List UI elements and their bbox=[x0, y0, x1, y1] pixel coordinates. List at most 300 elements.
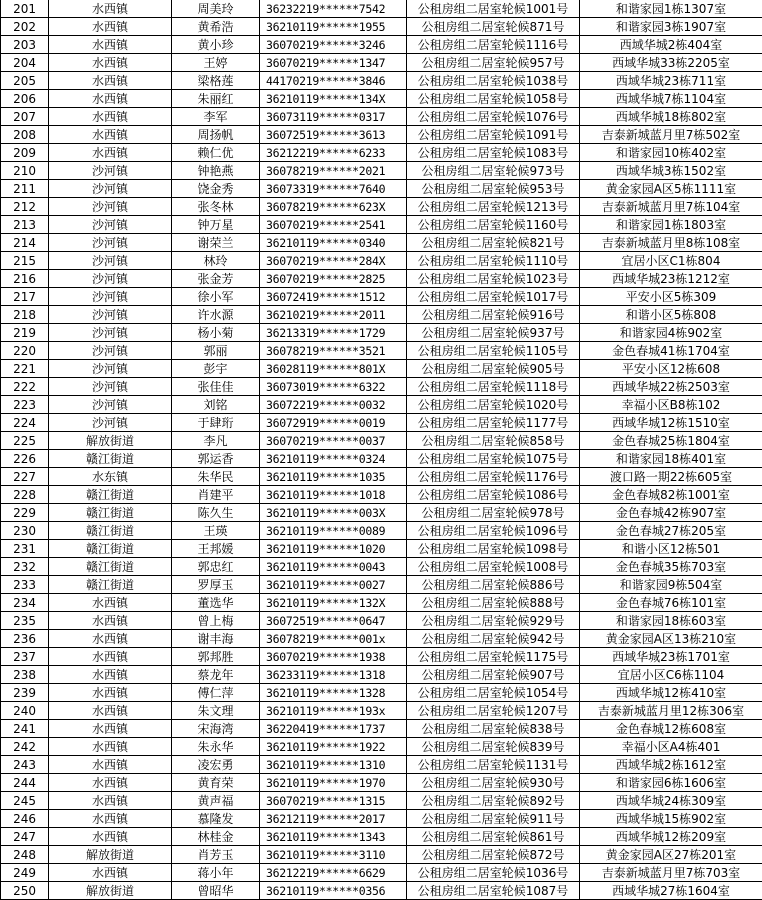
address-cell: 和谐家园1栋1307室 bbox=[580, 0, 762, 18]
town-cell: 水西镇 bbox=[49, 666, 172, 684]
table-row bbox=[1, 666, 762, 684]
housing-type-cell: 公租房组二居室轮候1118号 bbox=[407, 378, 580, 396]
table-row bbox=[1, 396, 762, 414]
row-number-cell: 201 bbox=[1, 0, 49, 18]
id-number-cell: 36210219******2011 bbox=[260, 306, 407, 324]
table-row bbox=[1, 414, 762, 432]
town-cell: 水西镇 bbox=[49, 36, 172, 54]
table-row bbox=[1, 270, 762, 288]
address-cell: 金色春城82栋1001室 bbox=[580, 486, 762, 504]
id-number-cell: 36210119******1310 bbox=[260, 756, 407, 774]
housing-type-cell: 公租房组二居室轮候1008号 bbox=[407, 558, 580, 576]
row-number-cell: 202 bbox=[1, 18, 49, 36]
id-number-cell: 36210119******1035 bbox=[260, 468, 407, 486]
housing-type-cell: 公租房组二居室轮候1096号 bbox=[407, 522, 580, 540]
id-number-cell: 36072519******3613 bbox=[260, 126, 407, 144]
row-number-cell: 230 bbox=[1, 522, 49, 540]
row-number-cell: 217 bbox=[1, 288, 49, 306]
address-cell: 吉泰新城蓝月里7栋703室 bbox=[580, 864, 762, 882]
name-cell: 王瑛 bbox=[172, 522, 260, 540]
town-cell: 沙河镇 bbox=[49, 414, 172, 432]
housing-type-cell: 公租房组二居室轮候916号 bbox=[407, 306, 580, 324]
address-cell: 西域华城12栋1510室 bbox=[580, 414, 762, 432]
address-cell: 金色春城12栋608室 bbox=[580, 720, 762, 738]
address-cell: 西域华城2栋404室 bbox=[580, 36, 762, 54]
table-row bbox=[1, 522, 762, 540]
table-row bbox=[1, 324, 762, 342]
id-number-cell: 36210119******0324 bbox=[260, 450, 407, 468]
housing-type-cell: 公租房组二居室轮候1086号 bbox=[407, 486, 580, 504]
address-cell: 和谐家园18栋603室 bbox=[580, 612, 762, 630]
row-number-cell: 224 bbox=[1, 414, 49, 432]
id-number-cell: 36210119******0089 bbox=[260, 522, 407, 540]
name-cell: 钟艳燕 bbox=[172, 162, 260, 180]
row-number-cell: 209 bbox=[1, 144, 49, 162]
name-cell: 郭邦胜 bbox=[172, 648, 260, 666]
table-row bbox=[1, 288, 762, 306]
town-cell: 水西镇 bbox=[49, 18, 172, 36]
housing-type-cell: 公租房组二居室轮候1175号 bbox=[407, 648, 580, 666]
id-number-cell: 36212119******2017 bbox=[260, 810, 407, 828]
row-number-cell: 206 bbox=[1, 90, 49, 108]
address-cell: 西域华城27栋1604室 bbox=[580, 882, 762, 900]
town-cell: 水西镇 bbox=[49, 144, 172, 162]
address-cell: 吉泰新城蓝月里8栋108室 bbox=[580, 234, 762, 252]
housing-type-cell: 公租房组二居室轮候1076号 bbox=[407, 108, 580, 126]
town-cell: 赣江街道 bbox=[49, 504, 172, 522]
id-number-cell: 36210119******1970 bbox=[260, 774, 407, 792]
town-cell: 沙河镇 bbox=[49, 324, 172, 342]
table-row bbox=[1, 540, 762, 558]
table-row bbox=[1, 594, 762, 612]
name-cell: 李军 bbox=[172, 108, 260, 126]
id-number-cell: 36210119******1328 bbox=[260, 684, 407, 702]
name-cell: 宋海湾 bbox=[172, 720, 260, 738]
town-cell: 水西镇 bbox=[49, 612, 172, 630]
name-cell: 罗厚玉 bbox=[172, 576, 260, 594]
town-cell: 水西镇 bbox=[49, 90, 172, 108]
name-cell: 许水源 bbox=[172, 306, 260, 324]
id-number-cell: 36210119******003X bbox=[260, 504, 407, 522]
table-row bbox=[1, 810, 762, 828]
housing-type-cell: 公租房组二居室轮候942号 bbox=[407, 630, 580, 648]
id-number-cell: 36078219******3521 bbox=[260, 342, 407, 360]
town-cell: 解放街道 bbox=[49, 882, 172, 900]
name-cell: 赖仁优 bbox=[172, 144, 260, 162]
address-cell: 和谐家园10栋402室 bbox=[580, 144, 762, 162]
housing-type-cell: 公租房组二居室轮候1058号 bbox=[407, 90, 580, 108]
name-cell: 曾昭华 bbox=[172, 882, 260, 900]
row-number-cell: 250 bbox=[1, 882, 49, 900]
row-number-cell: 231 bbox=[1, 540, 49, 558]
table-row bbox=[1, 0, 762, 18]
table-row bbox=[1, 126, 762, 144]
housing-type-cell: 公租房组二居室轮候886号 bbox=[407, 576, 580, 594]
id-number-cell: 36070219******2541 bbox=[260, 216, 407, 234]
housing-type-cell: 公租房组二居室轮候1177号 bbox=[407, 414, 580, 432]
town-cell: 水西镇 bbox=[49, 72, 172, 90]
row-number-cell: 221 bbox=[1, 360, 49, 378]
town-cell: 水西镇 bbox=[49, 864, 172, 882]
housing-type-cell: 公租房组二居室轮候937号 bbox=[407, 324, 580, 342]
id-number-cell: 36070219******1315 bbox=[260, 792, 407, 810]
housing-type-cell: 公租房组二居室轮候892号 bbox=[407, 792, 580, 810]
housing-type-cell: 公租房组二居室轮候1176号 bbox=[407, 468, 580, 486]
id-number-cell: 36078219******2021 bbox=[260, 162, 407, 180]
name-cell: 黄育荣 bbox=[172, 774, 260, 792]
town-cell: 沙河镇 bbox=[49, 306, 172, 324]
id-number-cell: 36210119******0043 bbox=[260, 558, 407, 576]
table-row bbox=[1, 342, 762, 360]
town-cell: 赣江街道 bbox=[49, 558, 172, 576]
table-row bbox=[1, 612, 762, 630]
housing-type-cell: 公租房组二居室轮候978号 bbox=[407, 504, 580, 522]
housing-type-cell: 公租房组二居室轮候973号 bbox=[407, 162, 580, 180]
name-cell: 林桂金 bbox=[172, 828, 260, 846]
housing-type-cell: 公租房组二居室轮候838号 bbox=[407, 720, 580, 738]
table-row bbox=[1, 828, 762, 846]
table-row bbox=[1, 252, 762, 270]
housing-type-cell: 公租房组二居室轮候872号 bbox=[407, 846, 580, 864]
id-number-cell: 36210119******1922 bbox=[260, 738, 407, 756]
town-cell: 沙河镇 bbox=[49, 198, 172, 216]
id-number-cell: 36078219******001x bbox=[260, 630, 407, 648]
address-cell: 黄金家园A区27栋201室 bbox=[580, 846, 762, 864]
housing-type-cell: 公租房组二居室轮候930号 bbox=[407, 774, 580, 792]
name-cell: 朱永华 bbox=[172, 738, 260, 756]
town-cell: 水西镇 bbox=[49, 630, 172, 648]
name-cell: 肖芳玉 bbox=[172, 846, 260, 864]
name-cell: 杨小菊 bbox=[172, 324, 260, 342]
row-number-cell: 238 bbox=[1, 666, 49, 684]
town-cell: 赣江街道 bbox=[49, 576, 172, 594]
name-cell: 黄小珍 bbox=[172, 36, 260, 54]
town-cell: 水西镇 bbox=[49, 594, 172, 612]
name-cell: 谢荣兰 bbox=[172, 234, 260, 252]
row-number-cell: 222 bbox=[1, 378, 49, 396]
row-number-cell: 228 bbox=[1, 486, 49, 504]
id-number-cell: 36210119******132X bbox=[260, 594, 407, 612]
table-row bbox=[1, 558, 762, 576]
id-number-cell: 36072419******1512 bbox=[260, 288, 407, 306]
name-cell: 傅仁萍 bbox=[172, 684, 260, 702]
table-row bbox=[1, 576, 762, 594]
id-number-cell: 36210119******1955 bbox=[260, 18, 407, 36]
table-row bbox=[1, 36, 762, 54]
housing-type-cell: 公租房组二居室轮候1116号 bbox=[407, 36, 580, 54]
table-row bbox=[1, 720, 762, 738]
housing-type-cell: 公租房组二居室轮候1001号 bbox=[407, 0, 580, 18]
town-cell: 沙河镇 bbox=[49, 396, 172, 414]
town-cell: 沙河镇 bbox=[49, 288, 172, 306]
table-row bbox=[1, 108, 762, 126]
housing-type-cell: 公租房组二居室轮候1038号 bbox=[407, 72, 580, 90]
housing-type-cell: 公租房组二居室轮候888号 bbox=[407, 594, 580, 612]
housing-type-cell: 公租房组二居室轮候1036号 bbox=[407, 864, 580, 882]
housing-type-cell: 公租房组二居室轮候907号 bbox=[407, 666, 580, 684]
row-number-cell: 235 bbox=[1, 612, 49, 630]
table-row bbox=[1, 234, 762, 252]
housing-type-cell: 公租房组二居室轮候1091号 bbox=[407, 126, 580, 144]
address-cell: 西域华城23栋1701室 bbox=[580, 648, 762, 666]
housing-type-cell: 公租房组二居室轮候905号 bbox=[407, 360, 580, 378]
housing-type-cell: 公租房组二居室轮候1131号 bbox=[407, 756, 580, 774]
id-number-cell: 36070219******2825 bbox=[260, 270, 407, 288]
row-number-cell: 239 bbox=[1, 684, 49, 702]
address-cell: 金色春城25栋1804室 bbox=[580, 432, 762, 450]
town-cell: 水西镇 bbox=[49, 828, 172, 846]
town-cell: 赣江街道 bbox=[49, 522, 172, 540]
id-number-cell: 36070219******284X bbox=[260, 252, 407, 270]
housing-type-cell: 公租房组二居室轮候953号 bbox=[407, 180, 580, 198]
id-number-cell: 36070219******0037 bbox=[260, 432, 407, 450]
id-number-cell: 36210119******193x bbox=[260, 702, 407, 720]
town-cell: 沙河镇 bbox=[49, 162, 172, 180]
name-cell: 郭忠红 bbox=[172, 558, 260, 576]
row-number-cell: 241 bbox=[1, 720, 49, 738]
housing-type-cell: 公租房组二居室轮候1023号 bbox=[407, 270, 580, 288]
address-cell: 平安小区5栋309 bbox=[580, 288, 762, 306]
id-number-cell: 36212219******6629 bbox=[260, 864, 407, 882]
row-number-cell: 216 bbox=[1, 270, 49, 288]
housing-type-cell: 公租房组二居室轮候1098号 bbox=[407, 540, 580, 558]
housing-type-cell: 公租房组二居室轮候1110号 bbox=[407, 252, 580, 270]
id-number-cell: 36233119******1318 bbox=[260, 666, 407, 684]
town-cell: 沙河镇 bbox=[49, 252, 172, 270]
name-cell: 徐小军 bbox=[172, 288, 260, 306]
town-cell: 水西镇 bbox=[49, 126, 172, 144]
id-number-cell: 36213319******1729 bbox=[260, 324, 407, 342]
town-cell: 水西镇 bbox=[49, 684, 172, 702]
town-cell: 水西镇 bbox=[49, 0, 172, 18]
town-cell: 水西镇 bbox=[49, 792, 172, 810]
id-number-cell: 36210119******3110 bbox=[260, 846, 407, 864]
row-number-cell: 232 bbox=[1, 558, 49, 576]
name-cell: 谢丰海 bbox=[172, 630, 260, 648]
row-number-cell: 219 bbox=[1, 324, 49, 342]
housing-type-cell: 公租房组二居室轮候861号 bbox=[407, 828, 580, 846]
row-number-cell: 245 bbox=[1, 792, 49, 810]
table-row bbox=[1, 306, 762, 324]
name-cell: 刘铭 bbox=[172, 396, 260, 414]
name-cell: 梁格莲 bbox=[172, 72, 260, 90]
table-row bbox=[1, 792, 762, 810]
address-cell: 金色春城27栋205室 bbox=[580, 522, 762, 540]
address-cell: 西域华城33栋2205室 bbox=[580, 54, 762, 72]
table-row bbox=[1, 162, 762, 180]
row-number-cell: 211 bbox=[1, 180, 49, 198]
name-cell: 张金芳 bbox=[172, 270, 260, 288]
town-cell: 水西镇 bbox=[49, 702, 172, 720]
table-row bbox=[1, 504, 762, 522]
housing-type-cell: 公租房组二居室轮候957号 bbox=[407, 54, 580, 72]
table-row bbox=[1, 684, 762, 702]
address-cell: 幸福小区B8栋102 bbox=[580, 396, 762, 414]
housing-type-cell: 公租房组二居室轮候929号 bbox=[407, 612, 580, 630]
address-cell: 金色春城35栋703室 bbox=[580, 558, 762, 576]
housing-type-cell: 公租房组二居室轮候1105号 bbox=[407, 342, 580, 360]
table-body bbox=[1, 0, 762, 900]
town-cell: 水西镇 bbox=[49, 108, 172, 126]
address-cell: 西域华城23栋711室 bbox=[580, 72, 762, 90]
table-row bbox=[1, 144, 762, 162]
housing-type-cell: 公租房组二居室轮候1017号 bbox=[407, 288, 580, 306]
name-cell: 郭丽 bbox=[172, 342, 260, 360]
name-cell: 朱华民 bbox=[172, 468, 260, 486]
name-cell: 慕隆发 bbox=[172, 810, 260, 828]
name-cell: 林玲 bbox=[172, 252, 260, 270]
address-cell: 西域华城24栋309室 bbox=[580, 792, 762, 810]
town-cell: 赣江街道 bbox=[49, 540, 172, 558]
id-number-cell: 36073019******6322 bbox=[260, 378, 407, 396]
name-cell: 蔡龙年 bbox=[172, 666, 260, 684]
town-cell: 水东镇 bbox=[49, 468, 172, 486]
name-cell: 黄希浩 bbox=[172, 18, 260, 36]
row-number-cell: 229 bbox=[1, 504, 49, 522]
table-row bbox=[1, 360, 762, 378]
name-cell: 蒋小年 bbox=[172, 864, 260, 882]
town-cell: 赣江街道 bbox=[49, 450, 172, 468]
name-cell: 彭宇 bbox=[172, 360, 260, 378]
row-number-cell: 247 bbox=[1, 828, 49, 846]
address-cell: 黄金家园A区13栋210室 bbox=[580, 630, 762, 648]
row-number-cell: 249 bbox=[1, 864, 49, 882]
row-number-cell: 204 bbox=[1, 54, 49, 72]
address-cell: 金色春城42栋907室 bbox=[580, 504, 762, 522]
town-cell: 解放街道 bbox=[49, 846, 172, 864]
town-cell: 水西镇 bbox=[49, 738, 172, 756]
id-number-cell: 36028119******801X bbox=[260, 360, 407, 378]
name-cell: 黄声福 bbox=[172, 792, 260, 810]
id-number-cell: 36078219******623X bbox=[260, 198, 407, 216]
row-number-cell: 207 bbox=[1, 108, 49, 126]
row-number-cell: 210 bbox=[1, 162, 49, 180]
address-cell: 金色春城41栋1704室 bbox=[580, 342, 762, 360]
table-row bbox=[1, 486, 762, 504]
town-cell: 沙河镇 bbox=[49, 216, 172, 234]
name-cell: 朱丽红 bbox=[172, 90, 260, 108]
id-number-cell: 36210119******1343 bbox=[260, 828, 407, 846]
housing-type-cell: 公租房组二居室轮候1207号 bbox=[407, 702, 580, 720]
table-row bbox=[1, 378, 762, 396]
row-number-cell: 218 bbox=[1, 306, 49, 324]
row-number-cell: 246 bbox=[1, 810, 49, 828]
row-number-cell: 205 bbox=[1, 72, 49, 90]
address-cell: 和谐家园4栋902室 bbox=[580, 324, 762, 342]
address-cell: 和谐小区5栋808 bbox=[580, 306, 762, 324]
table-row bbox=[1, 630, 762, 648]
town-cell: 沙河镇 bbox=[49, 180, 172, 198]
housing-type-cell: 公租房组二居室轮候1020号 bbox=[407, 396, 580, 414]
address-cell: 宜居小区C6栋1104 bbox=[580, 666, 762, 684]
housing-type-cell: 公租房组二居室轮候1083号 bbox=[407, 144, 580, 162]
address-cell: 西域华城2栋1612室 bbox=[580, 756, 762, 774]
name-cell: 于肆珩 bbox=[172, 414, 260, 432]
row-number-cell: 214 bbox=[1, 234, 49, 252]
id-number-cell: 36210119******134X bbox=[260, 90, 407, 108]
housing-type-cell: 公租房组二居室轮候858号 bbox=[407, 432, 580, 450]
row-number-cell: 212 bbox=[1, 198, 49, 216]
row-number-cell: 208 bbox=[1, 126, 49, 144]
address-cell: 和谐家园9栋504室 bbox=[580, 576, 762, 594]
town-cell: 水西镇 bbox=[49, 810, 172, 828]
id-number-cell: 36210119******1020 bbox=[260, 540, 407, 558]
address-cell: 西域华城15栋902室 bbox=[580, 810, 762, 828]
table-row bbox=[1, 198, 762, 216]
address-cell: 吉泰新城蓝月里7栋502室 bbox=[580, 126, 762, 144]
name-cell: 郭运香 bbox=[172, 450, 260, 468]
name-cell: 张冬林 bbox=[172, 198, 260, 216]
town-cell: 水西镇 bbox=[49, 720, 172, 738]
address-cell: 西域华城18栋802室 bbox=[580, 108, 762, 126]
row-number-cell: 237 bbox=[1, 648, 49, 666]
row-number-cell: 240 bbox=[1, 702, 49, 720]
address-cell: 金色春城76栋101室 bbox=[580, 594, 762, 612]
housing-type-cell: 公租房组二居室轮候821号 bbox=[407, 234, 580, 252]
address-cell: 西域华城3栋1502室 bbox=[580, 162, 762, 180]
town-cell: 水西镇 bbox=[49, 774, 172, 792]
housing-type-cell: 公租房组二居室轮候1160号 bbox=[407, 216, 580, 234]
table-row bbox=[1, 756, 762, 774]
row-number-cell: 215 bbox=[1, 252, 49, 270]
name-cell: 李凡 bbox=[172, 432, 260, 450]
id-number-cell: 36210119******0340 bbox=[260, 234, 407, 252]
row-number-cell: 220 bbox=[1, 342, 49, 360]
housing-type-cell: 公租房组二居室轮候871号 bbox=[407, 18, 580, 36]
town-cell: 沙河镇 bbox=[49, 270, 172, 288]
id-number-cell: 36232219******7542 bbox=[260, 0, 407, 18]
table-row bbox=[1, 18, 762, 36]
town-cell: 赣江街道 bbox=[49, 486, 172, 504]
table-row bbox=[1, 702, 762, 720]
id-number-cell: 36072919******0019 bbox=[260, 414, 407, 432]
town-cell: 水西镇 bbox=[49, 756, 172, 774]
table-row bbox=[1, 468, 762, 486]
id-number-cell: 36072219******0032 bbox=[260, 396, 407, 414]
table-row bbox=[1, 90, 762, 108]
id-number-cell: 36210119******0027 bbox=[260, 576, 407, 594]
table-row bbox=[1, 738, 762, 756]
address-cell: 西域华城12栋209室 bbox=[580, 828, 762, 846]
name-cell: 肖建平 bbox=[172, 486, 260, 504]
address-cell: 西域华城7栋1104室 bbox=[580, 90, 762, 108]
address-cell: 和谐小区12栋501 bbox=[580, 540, 762, 558]
id-number-cell: 36073319******7640 bbox=[260, 180, 407, 198]
row-number-cell: 234 bbox=[1, 594, 49, 612]
row-number-cell: 248 bbox=[1, 846, 49, 864]
housing-type-cell: 公租房组二居室轮候911号 bbox=[407, 810, 580, 828]
town-cell: 解放街道 bbox=[49, 432, 172, 450]
name-cell: 王邦媛 bbox=[172, 540, 260, 558]
town-cell: 沙河镇 bbox=[49, 378, 172, 396]
housing-type-cell: 公租房组二居室轮候1087号 bbox=[407, 882, 580, 900]
row-number-cell: 244 bbox=[1, 774, 49, 792]
table-row bbox=[1, 648, 762, 666]
row-number-cell: 243 bbox=[1, 756, 49, 774]
row-number-cell: 236 bbox=[1, 630, 49, 648]
id-number-cell: 36210119******0356 bbox=[260, 882, 407, 900]
address-cell: 平安小区12栋608 bbox=[580, 360, 762, 378]
address-cell: 和谐家园3栋1907室 bbox=[580, 18, 762, 36]
name-cell: 张佳佳 bbox=[172, 378, 260, 396]
housing-type-cell: 公租房组二居室轮候839号 bbox=[407, 738, 580, 756]
address-cell: 和谐家园1栋1803室 bbox=[580, 216, 762, 234]
address-cell: 吉泰新城蓝月里7栋104室 bbox=[580, 198, 762, 216]
row-number-cell: 223 bbox=[1, 396, 49, 414]
address-cell: 西域华城12栋410室 bbox=[580, 684, 762, 702]
address-cell: 幸福小区A4栋401 bbox=[580, 738, 762, 756]
address-cell: 吉泰新城蓝月里12栋306室 bbox=[580, 702, 762, 720]
